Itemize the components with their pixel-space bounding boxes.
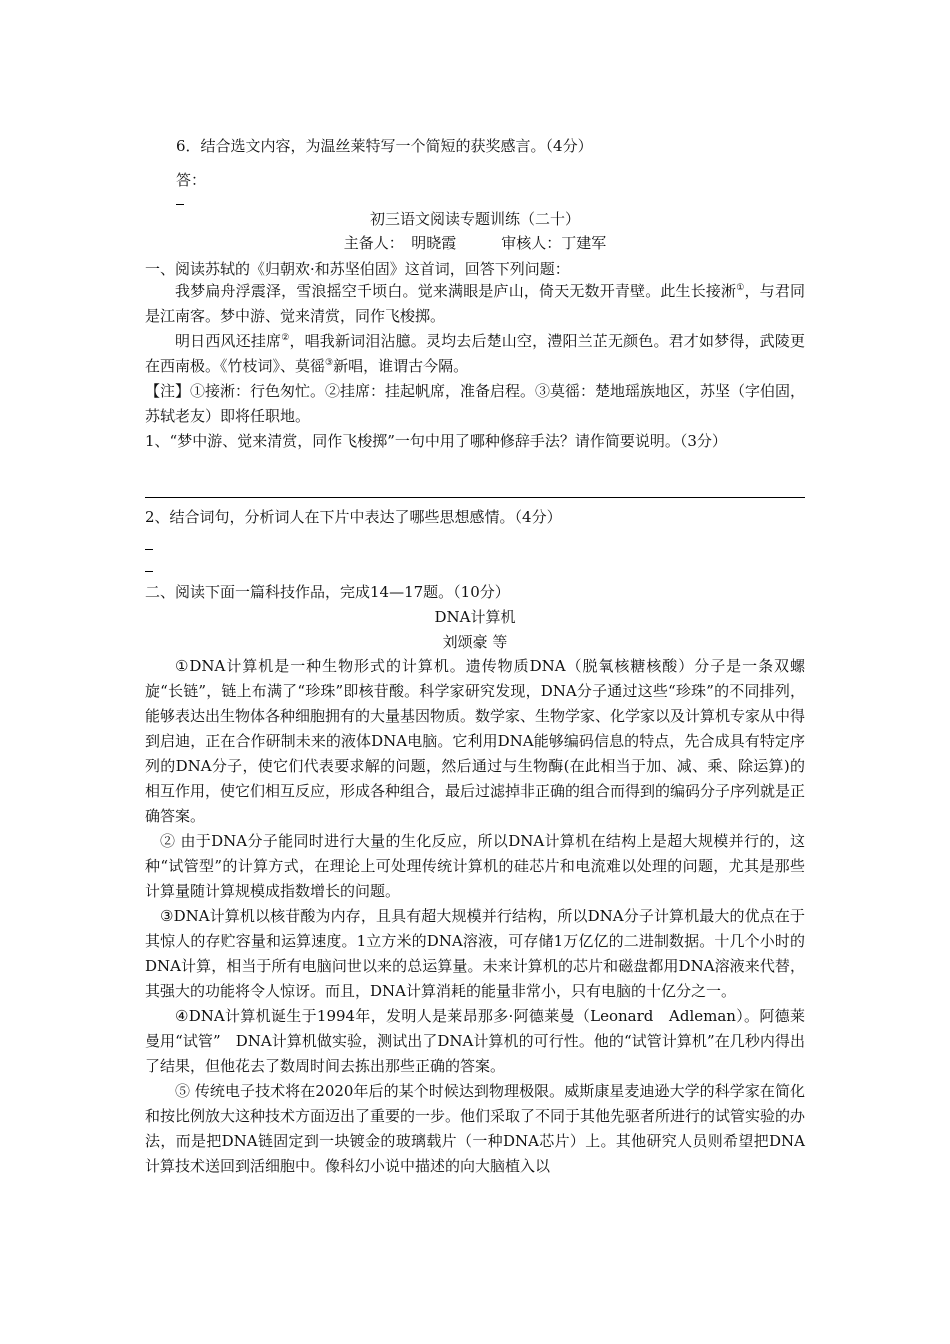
article-paragraph-4: ④DNA计算机诞生于1994年，发明人是莱昂那多·阿德莱曼（Leonard Adleman）。阿德莱曼用“试管” DNA计算机做实验，测试出了DNA计算机的可行性。他的“试管计算机”在几秒内得出了结果，但他花去了数周时间去拣出那些正确的答案。: [145, 1007, 805, 1075]
answer-rule: [145, 497, 805, 498]
question-2: 2、结合词句，分析词人在下片中表达了哪些思想感情。（4分）: [145, 508, 562, 526]
footnote-note: 【注】①接淅：行色匆忙。②挂席：挂起帆席，准备启程。③莫徭：楚地瑶族地区，苏坚（字伯固，苏轼老友）即将任职地。: [145, 382, 806, 425]
part1-intro: 一、阅读苏轼的《归朝欢·和苏坚伯固》这首词，回答下列问题：: [145, 260, 570, 278]
article-paragraph-2: ② 由于DNA分子能同时进行大量的生化反应，所以DNA计算机在结构上是超大规模并行的，这种“试管型”的计算方式，在理论上可处理传统计算机的硅芯片和电流难以处理的问题，尤其是那些计算量随计算规模成指数增长的问题。: [145, 832, 805, 900]
q6-answer-label: 答：: [176, 171, 207, 189]
poem-text: 我梦扁舟浮震泽，雪浪摇空千顷白。觉来满眼是庐山，倚天无数开青壁。此生长接淅①，与君同是江南客。梦中游、觉来清赏，同作飞梭掷。 明日西风还挂席②，唱我新词泪沾臆。灵均去后楚山空，澧阳兰芷无颜色。君才如梦得，武陵更在西南极。《竹枝词》、莫徭③新唱，谁谓古今隔。 【注】①接淅：行色匆忙。②挂席：挂起帆席，准备启程。③莫徭：楚地瑶族地区，苏坚（字伯固，苏轼老友）即将任职地。 1、“梦中游、觉来清赏，同作飞梭掷”一句中用了哪种修辞手法？请作简要说明。（3分）: [145, 279, 805, 454]
part2-intro: 二、阅读下面一篇科技作品，完成14—17题。（10分）: [145, 583, 510, 601]
footnote-mark-3: ③: [325, 358, 334, 368]
article-paragraph-3: ③DNA计算机以核苷酸为内存，且具有超大规模并行结构，所以DNA分子计算机最大的优点在于其惊人的存贮容量和运算速度。1立方米的DNA溶液，可存储1万亿亿的二进制数据。十几个小时的DNA计算，相当于所有电脑问世以来的总运算量。未来计算机的芯片和磁盘都用DNA溶液来代替，其强大的功能将令人惊讶。而且，DNA计算消耗的能量非常小，只有电脑的十亿分之一。: [145, 907, 805, 1000]
footnote-mark-2: ②: [281, 333, 290, 343]
article-body: [145, 654, 805, 1179]
answer-blank-line-3: [145, 571, 153, 572]
authors-line: 主备人： 明晓霞 审核人：丁建军: [343, 234, 607, 252]
answer-blank-line-2: [145, 549, 153, 550]
article-title: DNA计算机: [434, 608, 516, 626]
question-1: 1、“梦中游、觉来清赏，同作飞梭掷”一句中用了哪种修辞手法？请作简要说明。（3分）: [145, 432, 727, 450]
article-paragraph-1: ①DNA计算机是一种生物形式的计算机。遗传物质DNA（脱氧核糖核酸）分子是一条双螺旋“长链”，链上布满了“珍珠”即核苷酸。科学家研究发现，DNA分子通过这些“珍珠”的不同排列，能够表达出生物体各种细胞拥有的大量基因物质。数学家、生物学家、化学家以及计算机专家从中得到启迪，正在合作研制未来的液体DNA电脑。它利用DNA能够编码信息的特点，先合成具有特定序列的DNA分子，使它们代表要求解的问题，然后通过与生物酶(在此相当于加、减、乘、除运算)的相互作用，使它们相互反应，形成各种组合，最后过滤掉非正确的组合而得到的编码分子序列就是正确答案。: [145, 657, 806, 825]
footnote-mark-1: ①: [736, 283, 745, 293]
q6-question: 6．结合选文内容，为温丝莱特写一个简短的获奖感言。（4分）: [176, 137, 593, 155]
page-title: 初三语文阅读专题训练（二十）: [369, 210, 580, 228]
answer-blank-line: [176, 204, 184, 205]
article-paragraph-5: ⑤ 传统电子技术将在2020年后的某个时候达到物理极限。威斯康星麦迪逊大学的科学家在简化和按比例放大这种技术方面迈出了重要的一步。他们采取了不同于其他先驱者所进行的试管实验的办法，而是把DNA链固定到一块镀金的玻璃载片（一种DNA芯片）上。其他研究人员则希望把DNA计算技术送回到活细胞中。像科幻小说中描述的向大脑植入以: [145, 1082, 806, 1175]
article-author: 刘颂豪 等: [442, 633, 508, 651]
